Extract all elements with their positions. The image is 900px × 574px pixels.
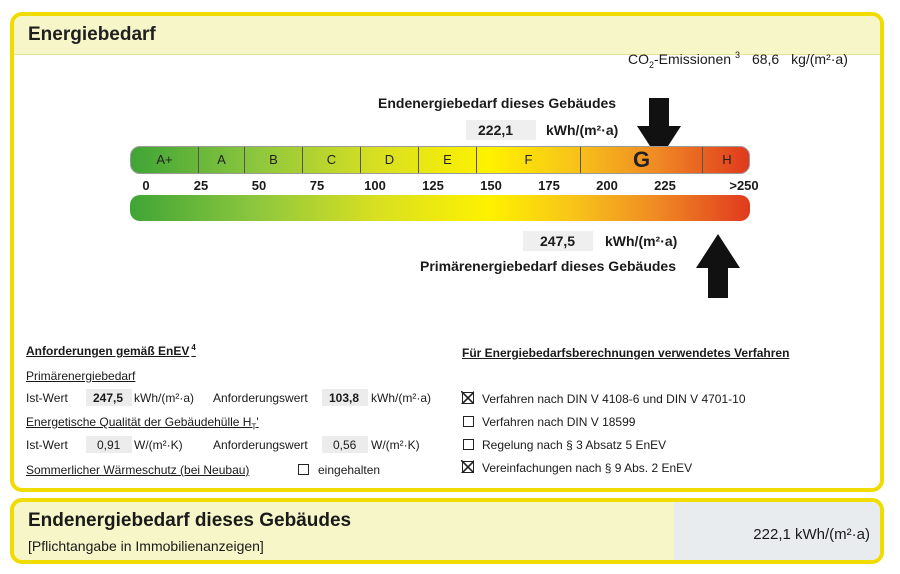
- scale-tick: 200: [596, 178, 618, 193]
- envelope-requirement-unit: W/(m²·K): [371, 438, 420, 452]
- class-g: G: [581, 147, 703, 173]
- envelope-requirement-value: 0,56: [333, 438, 357, 452]
- class-b: B: [245, 147, 303, 173]
- primary-energy-heading: Primärenergiebedarf: [26, 369, 136, 383]
- class-aplus: A+: [131, 147, 199, 173]
- scale-tick: 125: [422, 178, 444, 193]
- final-energy-caption: Endenergiebedarf dieses Gebäudes: [378, 95, 617, 111]
- method-checkbox[interactable]: [463, 439, 474, 450]
- requirement-value: 103,8: [329, 391, 360, 405]
- scale-tick: 100: [364, 178, 386, 193]
- co2-value: 68,6: [751, 50, 780, 67]
- method-checkbox[interactable]: [461, 391, 474, 404]
- method-label: Verfahren nach DIN V 18599: [482, 415, 636, 429]
- panel-title: Energiebedarf: [28, 24, 156, 45]
- co2-emissions: [628, 50, 848, 69]
- method-label: Vereinfachungen nach § 9 Abs. 2 EnEV: [482, 461, 693, 475]
- envelope-actual-unit: W/(m²·K): [134, 438, 183, 452]
- primary-energy-caption: Primärenergiebedarf dieses Gebäudes: [420, 258, 676, 274]
- method-label: Regelung nach § 3 Absatz 5 EnEV: [482, 438, 667, 452]
- scale-tick: 175: [538, 178, 560, 193]
- primary-energy-unit: kWh/(m²·a): [605, 233, 678, 249]
- envelope-actual-value: 0,91: [97, 438, 121, 452]
- final-energy-value: 222,1: [478, 122, 514, 138]
- scale-tick: 150: [480, 178, 502, 193]
- requirement-value-unit: kWh/(m²·a): [371, 391, 431, 405]
- method-checkbox[interactable]: [461, 460, 474, 473]
- primary-energy-arrow-icon: [694, 234, 742, 300]
- scale-tick: 25: [193, 178, 209, 193]
- primary-energy-value: 247,5: [540, 233, 576, 249]
- scale-tick: 0: [142, 178, 150, 193]
- footer-subtitle: [Pflichtangabe in Immobilienanzeigen]: [28, 538, 264, 554]
- envelope-actual-label: Ist-Wert: [26, 438, 68, 452]
- methods-heading: Für Energiebedarfsberechnungen verwendetes Verfahren: [462, 346, 790, 360]
- co2-label: $CO_2$-Emissionen $^3$: [628, 50, 741, 70]
- class-a: A: [199, 147, 245, 173]
- final-energy-unit: kWh/(m²·a): [546, 122, 619, 138]
- scale-tick: 225: [654, 178, 676, 193]
- class-e: E: [419, 147, 477, 173]
- footer-summary: [10, 498, 884, 564]
- scale-tick: >250: [729, 178, 759, 193]
- primary-energy-scale: [130, 195, 750, 221]
- actual-value: 247,5: [93, 391, 124, 405]
- footer-value: 222,1 kWh/(m²·a): [753, 526, 870, 543]
- co2-unit: kg/(m²·a): [791, 50, 848, 67]
- summer-protection-heading: Sommerlicher Wärmeschutz (bei Neubau): [26, 463, 250, 477]
- method-label: Verfahren nach DIN V 4108-6 und DIN V 4701-10: [482, 392, 746, 406]
- class-f: F: [477, 147, 581, 173]
- actual-value-label: Ist-Wert: [26, 391, 68, 405]
- summer-protection-checkbox[interactable]: [298, 464, 309, 475]
- envelope-requirement-label: Anforderungswert: [213, 438, 308, 452]
- class-h: H: [722, 152, 732, 167]
- scale-tick: 75: [309, 178, 325, 193]
- class-d: D: [361, 147, 419, 173]
- requirements-heading: Anforderungen gemäß EnEV $^4$: [26, 343, 196, 358]
- class-c: C: [303, 147, 361, 173]
- scale-tick: 50: [251, 178, 267, 193]
- envelope-quality-heading: Energetische Qualität der Gebäudehülle $H_T'$: [26, 415, 259, 432]
- actual-value-unit: kWh/(m²·a): [134, 391, 194, 405]
- requirement-value-label: Anforderungswert: [213, 391, 308, 405]
- method-checkbox[interactable]: [463, 416, 474, 427]
- efficiency-scale: [130, 146, 750, 174]
- footer-title: Endenergiebedarf dieses Gebäudes: [28, 510, 352, 531]
- summer-protection-check-label: eingehalten: [318, 463, 381, 477]
